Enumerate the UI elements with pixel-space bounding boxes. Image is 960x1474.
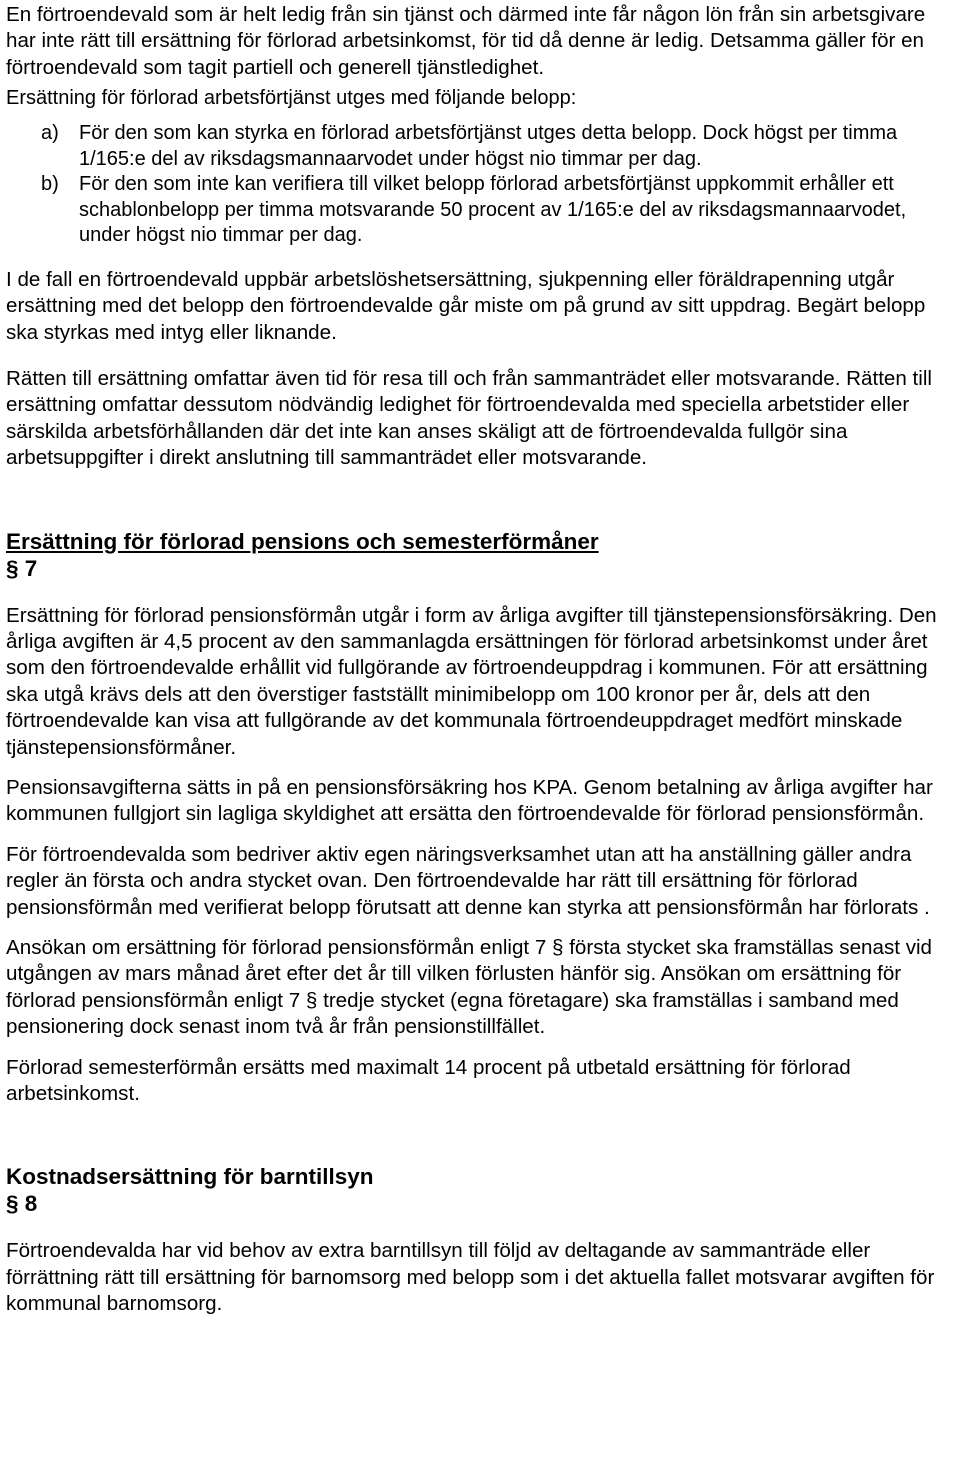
section-7-number: § 7 bbox=[6, 555, 38, 581]
section-8-number: § 8 bbox=[6, 1191, 38, 1217]
list-item bbox=[6, 121, 958, 172]
compensation-list bbox=[6, 121, 958, 249]
intro-paragraph-1: En förtroendevald som är helt ledig från sin tjänst och därmed inte får någon lön från sin arbetsgivare har inte rätt till ersättning för förlorad arbetsinkomst, för tid då denne är ledig. Detsamma gäller för en förtroendevald som tagit partiell och generell tjänstledighet. bbox=[6, 3, 926, 79]
unemployment-paragraph: I de fall en förtroendevald uppbär arbetslöshetsersättning, sjukpenning eller föräldrapenning utgår ersättning med det belopp den förtroendevalde går miste om på grund av sitt uppdrag. Begärt belopp ska styrkas med intyg eller liknande. bbox=[6, 267, 926, 344]
list-item-text: För den som kan styrka en förlorad arbetsförtjänst utges detta belopp. Dock högst per timma 1/165:e del av riksdagsmannaarvodet under högst nio timmar per dag. bbox=[79, 122, 898, 170]
section-8-paragraph-1: Förtroendevalda har vid behov av extra barntillsyn till följd av deltagande av sammanträde eller förrättning rätt till ersättning för barnomsorg med belopp som i det aktuella fallet motsvarar avgiften för kommunal barnomsorg. bbox=[6, 1239, 935, 1316]
list-marker: b) bbox=[41, 173, 59, 196]
section-7-paragraph-3: För förtroendevalda som bedriver aktiv egen näringsverksamhet utan att ha anställning gäller andra regler än första och andra stycket ovan. Den förtroendevalde har rätt till ersättning för förlorad pensionsförmån med verifierat belopp förutsatt att denne kan styrka att pensionsförmån har förlorats . bbox=[6, 842, 930, 919]
list-item bbox=[6, 172, 958, 249]
section-7-paragraph-5: Förlorad semesterförmån ersätts med maximalt 14 procent på utbetald ersättning för förlorad arbetsinkomst. bbox=[6, 1055, 851, 1106]
list-item-text: För den som inte kan verifiera till vilket belopp förlorad arbetsförtjänst uppkommit erhåller ett schablonbelopp per timma motsvarande 50 procent av 1/165:e del av riksdagsmannaarvodet, under högst nio timmar per dag. bbox=[79, 173, 907, 247]
list-marker: a) bbox=[41, 122, 59, 145]
section-7-paragraph-1: Ersättning för förlorad pensionsförmån utgår i form av årliga avgifter till tjänstepensionsförsäkring. Den årliga avgiften är 4,5 procent av den sammanlagda ersättningen för förlorad arbetsinkomst under året som den förtroendevalde erhållit vid fullgörande av förtroendeuppdrag i kommunen. För att ersättning ska utgå krävs dels att den överstiger fastställt minimibelopp om 100 kronor per år, dels att den förtroendevalde kan visa att fullgörande av det kommunala förtroendeuppdraget medfört minskade tjänstepensionsförmåner. bbox=[6, 603, 937, 759]
document-page bbox=[6, 2, 958, 1318]
intro-paragraph-2: Ersättning för förlorad arbetsförtjänst utges med följande belopp: bbox=[6, 87, 577, 110]
section-8-heading: Kostnadsersättning för barntillsyn bbox=[6, 1164, 374, 1190]
travel-time-paragraph: Rätten till ersättning omfattar även tid för resa till och från sammanträdet eller motsvarande. Rätten till ersättning omfattar dessutom nödvändig ledighet för förtroendevalda med speciella arbetstider eller särskilda arbetsförhållanden där det inte kan anses skäligt att de förtroendevalda fullgör sina arbetsuppgifter i direkt anslutning till sammanträdet eller motsvarande. bbox=[6, 366, 932, 470]
section-7-paragraph-2: Pensionsavgifterna sätts in på en pensionsförsäkring hos KPA. Genom betalning av årliga avgifter har kommunen fullgjort sin lagliga skyldighet att ersätta den förtroendevalde för förlorad pensionsförmån. bbox=[6, 776, 933, 826]
section-7-paragraph-4: Ansökan om ersättning för förlorad pensionsförmån enligt 7 § första stycket ska framställas senast vid utgången av mars månad året efter det år till vilken förlusten hänför sig. Ansökan om ersättning för förlorad pensionsförmån enligt 7 § tredje stycket (egna företagare) ska framställas i samband med pensionering dock senast inom två år från pensionstillfället. bbox=[6, 936, 933, 1039]
section-7-heading: Ersättning för förlorad pensions och semesterförmåner bbox=[6, 528, 599, 554]
